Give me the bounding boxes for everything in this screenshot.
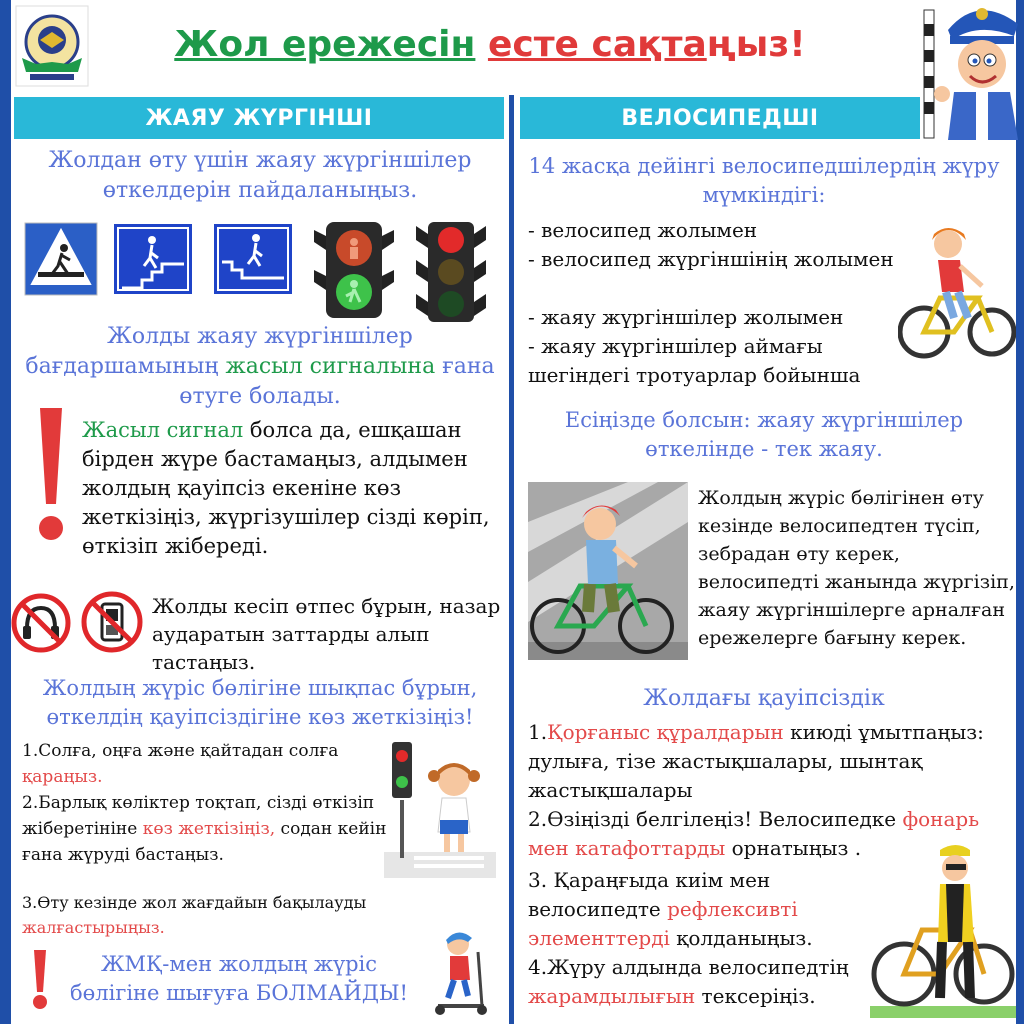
tip-2-red: фонарь мен катафоттарды bbox=[528, 807, 980, 860]
cyclist-header: ВЕЛОСИПЕДШІ bbox=[520, 97, 920, 139]
girl-at-traffic-light bbox=[384, 740, 496, 880]
option-4: - жаяу жүргіншілер аймағы шегіндегі тротуарлар бойынша bbox=[528, 334, 861, 387]
step-2-red: көз жеткізіңіз, bbox=[142, 819, 276, 839]
step-2 bbox=[22, 790, 394, 868]
pedestrian-header: ЖАЯУ ЖҮРГІНШІ bbox=[14, 97, 504, 139]
step-3-red: жалғастырыңыз. bbox=[22, 918, 165, 937]
tip-3-red: рефлексивті элементтерді bbox=[528, 897, 798, 950]
signal-heading-text-b: ғана өтуге болады. bbox=[179, 354, 495, 409]
exclamation-icon bbox=[34, 404, 68, 544]
underpass-sign bbox=[112, 222, 194, 296]
bottom-warning: ЖМҚ-мен жолдың жүріс бөлігіне шығуға БОЛМАЙДЫ! bbox=[70, 952, 408, 1005]
age-heading: 14 жасқа дейінгі велосипедшілердің жүру мүмкіндігі: bbox=[528, 154, 1000, 207]
tip-4 bbox=[528, 953, 888, 1011]
cyclist-in-gear bbox=[870, 838, 1016, 1018]
signal-heading-text-a: Жолды жаяу жүргіншілер бағдаршамының bbox=[25, 324, 413, 379]
title-part-red: ңыз! bbox=[706, 24, 806, 65]
boy-pushing-bicycle bbox=[528, 482, 688, 660]
right-frame bbox=[1016, 0, 1024, 1024]
warning-text bbox=[82, 416, 502, 561]
tip-4-red: жарамдылығын bbox=[528, 984, 696, 1008]
signal-heading bbox=[16, 322, 504, 412]
check-heading: Жолдың жүріс бөлігіне шықпас бұрын, өткелдің қауіпсіздігіне көз жеткізіңіз! bbox=[42, 676, 478, 729]
safety-heading: Жолдағы қауіпсіздік bbox=[643, 686, 885, 711]
tip-2-text-b: орнатыңыз . bbox=[725, 836, 862, 860]
overpass-sign bbox=[212, 222, 294, 296]
tip-1-text: киюді ұмытпаңыз: дулыға, тізе жастықшалары, шынтақ жастықшалары bbox=[528, 720, 984, 802]
boy-on-bicycle bbox=[898, 222, 1016, 370]
pedestrian-crossing-sign bbox=[24, 222, 98, 296]
step-1 bbox=[22, 738, 382, 790]
no-phone-icon bbox=[80, 590, 144, 654]
step-3-text: 3.Өту кезінде жол жағдайын бақылауды bbox=[22, 893, 367, 912]
no-headphones-icon bbox=[10, 592, 72, 654]
vehicle-traffic-light bbox=[414, 220, 488, 324]
option-1: - велосипед жолымен bbox=[528, 218, 758, 242]
exclamation-icon-small bbox=[30, 948, 50, 1010]
title-part-green: Жол ережесін bbox=[174, 24, 476, 65]
warning-body: болса да, ешқашан бірден жүре бастамаңыз, алдымен жолдың қауіпсіз екеніне көз жеткізіңіз, жүргізушілер сізді көріп, өткізіп жібереді. bbox=[82, 418, 490, 558]
tip-3-text-b: қолданыңыз. bbox=[669, 926, 813, 950]
step-1-text: 1.Солға, оңға және қайтадан солға bbox=[22, 741, 339, 761]
title-part-red-underlined: есте сақта bbox=[487, 24, 707, 65]
tip-3-text-a: 3. Қараңғыда киім мен велосипедте bbox=[528, 868, 771, 921]
column-divider bbox=[509, 95, 514, 1024]
dismount-text: Жолдың жүріс бөлігінен өту кезінде велосипедтен түсіп, зебрадан өту керек, велосипедті жанында жүргізіп, жаяу жүргіншілерге арналған ережелерге бағыну керек. bbox=[698, 487, 1015, 649]
remember-heading: Есіңізде болсын: жаяу жүргіншілер өткелінде - тек жаяу. bbox=[564, 408, 964, 461]
tip-1-red: Қорғаныс құралдарын bbox=[547, 720, 784, 744]
tip-4-text-a: 4.Жүру алдында велосипедтің bbox=[528, 955, 849, 979]
tip-2-text-a: 2.Өзіңізді белгілеңіз! Велосипедке bbox=[528, 807, 903, 831]
child-on-scooter bbox=[428, 928, 492, 1018]
step-2-text-a: 2.Барлық көліктер тоқтап, сізді өткізіп жіберетініне bbox=[22, 793, 375, 839]
option-3: - жаяу жүргіншілер жолымен bbox=[528, 305, 844, 329]
tip-1 bbox=[528, 718, 1020, 805]
tip-1-num: 1. bbox=[528, 720, 548, 744]
option-2: - велосипед жүргіншінің жолымен bbox=[528, 247, 894, 271]
tip-3 bbox=[528, 866, 858, 953]
crossing-heading: Жолдан өту үшін жаяу жүргіншілер өткелдерін пайдаланыңыз. bbox=[48, 148, 472, 203]
step-1-red: қараңыз. bbox=[22, 767, 103, 787]
distraction-text: Жолды кесіп өтпес бұрын, назар аударатын заттарды алып тастаңыз. bbox=[152, 594, 501, 674]
police-mascot bbox=[918, 0, 1022, 140]
signal-heading-green: жасыл сигналына bbox=[225, 354, 436, 379]
step-2-text-b: содан кейін ғана жүруді бастаңыз. bbox=[22, 819, 387, 865]
step-3 bbox=[22, 890, 442, 940]
left-frame bbox=[0, 0, 11, 1024]
pedestrian-traffic-light bbox=[312, 220, 396, 320]
warning-green: Жасыл сигнал bbox=[82, 418, 244, 442]
tip-4-text-b: тексеріңіз. bbox=[695, 984, 816, 1008]
page-title bbox=[0, 24, 980, 65]
